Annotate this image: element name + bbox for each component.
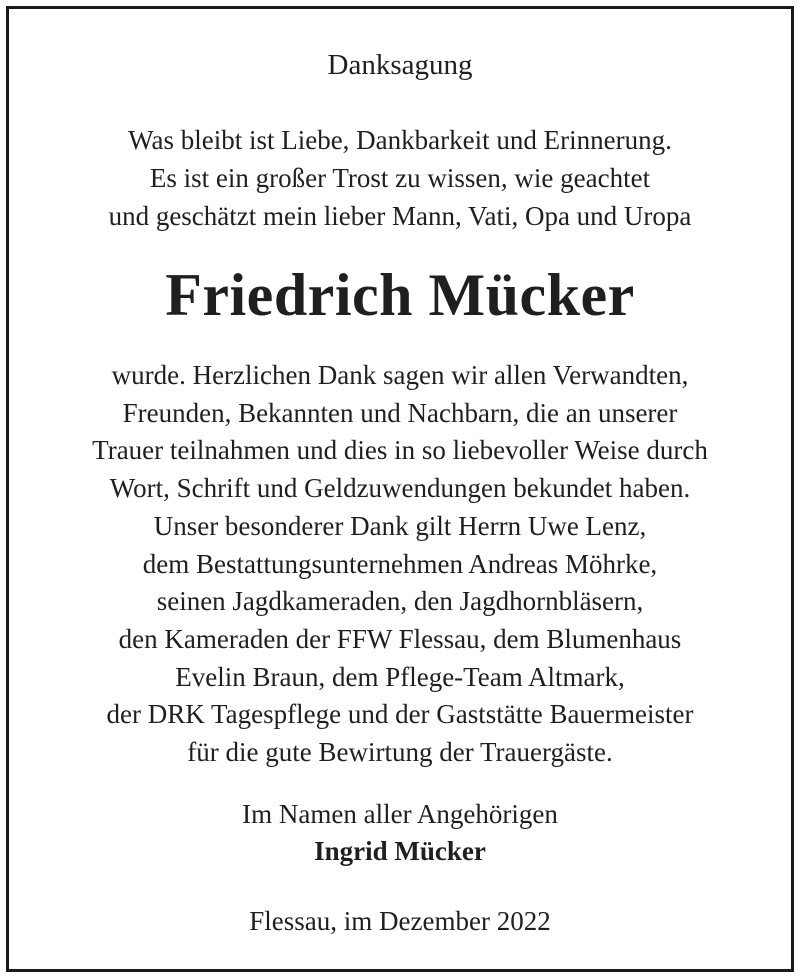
closing-block: [9, 796, 791, 870]
intro-paragraph: [9, 121, 791, 235]
notice-heading: Danksagung: [327, 49, 473, 81]
thanks-line: Freunden, Bekannten und Nachbarn, die an unserer: [122, 397, 678, 428]
intro-line: und geschätzt mein lieber Mann, Vati, Opa und Uropa: [108, 201, 692, 231]
thanks-line: wurde. Herzlichen Dank sagen wir allen Verwandten,: [111, 360, 689, 390]
thanks-line: den Kameraden der FFW Flessau, dem Blumenhaus: [118, 623, 682, 654]
thanks-line: Wort, Schrift und Geldzuwendungen bekundet haben.: [109, 473, 691, 504]
place-date: Flessau, im Dezember 2022: [249, 906, 551, 936]
deceased-name: Friedrich Mücker: [165, 262, 635, 328]
thanks-line: Evelin Braun, dem Pflege-Team Altmark,: [175, 661, 625, 692]
closing-line: Im Namen aller Angehörigen: [242, 799, 558, 829]
thanks-line: der DRK Tagespflege und der Gaststätte Bauermeister: [106, 699, 694, 730]
thanks-line: seinen Jagdkameraden, den Jagdhornbläsern,: [156, 586, 644, 617]
obituary-notice: [9, 9, 791, 969]
thanks-paragraph: [9, 357, 791, 772]
thanks-line: Trauer teilnahmen und dies in so liebevoller Weise durch: [92, 435, 708, 466]
intro-line: Was bleibt ist Liebe, Dankbarkeit und Erinnerung.: [128, 125, 672, 155]
thanks-line: für die gute Bewirtung der Trauergäste.: [187, 737, 613, 768]
thanks-line: Unser besonderer Dank gilt Herrn Uwe Lenz,: [153, 510, 647, 541]
intro-line: Es ist ein großer Trost zu wissen, wie geachtet: [149, 163, 651, 193]
thanks-line: dem Bestattungsunternehmen Andreas Möhrke,: [142, 548, 658, 579]
notice-border-frame: [6, 6, 794, 972]
signer-name: Ingrid Mücker: [314, 836, 486, 866]
